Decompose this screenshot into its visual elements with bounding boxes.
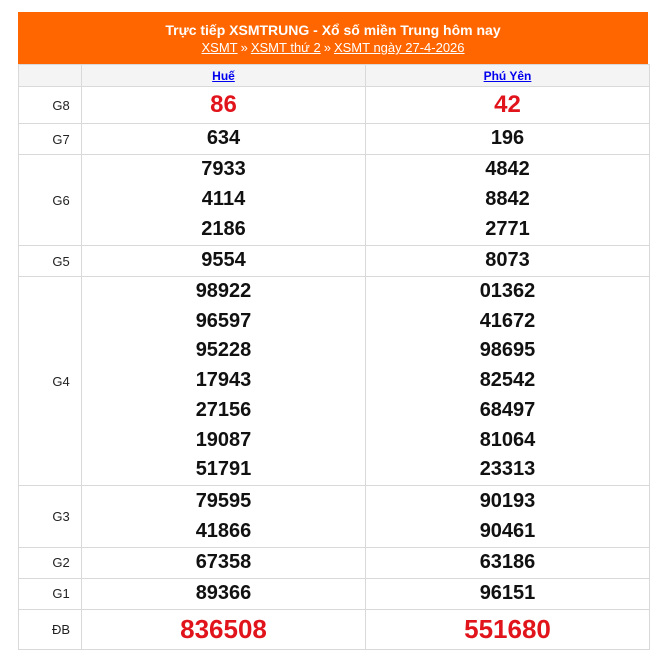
prize-number: 96597 <box>195 309 252 332</box>
prize-cell <box>82 609 366 649</box>
prize-number: 23313 <box>479 458 536 481</box>
prize-cell <box>366 486 650 548</box>
province-link-hue[interactable]: Huế <box>212 68 235 83</box>
prize-number: 4114 <box>201 188 246 211</box>
prize-cell <box>82 124 366 155</box>
prize-row-g5 <box>19 246 650 277</box>
prize-number: 63186 <box>479 551 536 573</box>
prize-number: 82542 <box>479 369 536 392</box>
prize-cell <box>82 277 366 486</box>
prize-number: 8073 <box>485 249 530 272</box>
prize-column-header <box>19 65 82 87</box>
prize-number: 196 <box>490 127 525 150</box>
prize-row-g1 <box>19 578 650 609</box>
prize-number: 17943 <box>195 369 252 392</box>
prize-number: 95228 <box>195 339 252 362</box>
prize-number: 7933 <box>201 158 246 181</box>
prize-number: 67358 <box>195 551 252 573</box>
prize-cell <box>82 246 366 277</box>
prize-number: 86 <box>210 91 237 119</box>
prize-cell <box>82 486 366 548</box>
prize-row-g7 <box>19 124 650 155</box>
prize-label: G7 <box>19 124 82 155</box>
prize-cell <box>366 578 650 609</box>
prize-cell <box>82 155 366 246</box>
prize-number: 27156 <box>195 398 252 421</box>
prize-cell <box>366 87 650 124</box>
province-header-hue <box>82 65 366 87</box>
breadcrumb-separator: » <box>240 40 248 55</box>
prize-number: 41672 <box>479 309 536 332</box>
breadcrumb-link-xsmt-date[interactable]: XSMT ngày 27-4-2026 <box>333 40 465 55</box>
prize-number: 96151 <box>479 581 536 604</box>
results-title: Trực tiếp XSMTRUNG - Xổ số miền Trung hôm nay <box>165 22 501 38</box>
prize-label: ĐB <box>19 609 82 649</box>
province-header-phu-yen <box>366 65 650 87</box>
prize-number: 81064 <box>479 428 536 451</box>
prize-row-special <box>19 609 650 649</box>
prize-row-g3 <box>19 486 650 548</box>
prize-number: 79595 <box>195 489 252 512</box>
prize-label: G2 <box>19 548 82 579</box>
prize-row-g6 <box>19 155 650 246</box>
prize-number: 98695 <box>479 339 536 362</box>
breadcrumb <box>18 39 648 56</box>
breadcrumb-link-xsmt-thu-2[interactable]: XSMT thứ 2 <box>250 40 321 55</box>
prize-label: G1 <box>19 578 82 609</box>
prize-label: G8 <box>19 87 82 124</box>
prize-number: 01362 <box>479 280 536 303</box>
breadcrumb-link-xsmt[interactable]: XSMT <box>201 40 238 55</box>
breadcrumb-separator: » <box>323 40 331 55</box>
prize-number: 9554 <box>201 249 246 272</box>
prize-cell <box>366 609 650 649</box>
province-header-row <box>19 65 650 87</box>
prize-row-g8 <box>19 87 650 124</box>
results-header <box>18 12 648 64</box>
prize-number: 4842 <box>485 158 530 181</box>
prize-label: G3 <box>19 486 82 548</box>
prize-row-g2 <box>19 548 650 579</box>
prize-number: 2771 <box>485 217 530 240</box>
province-link-phu-yen[interactable]: Phú Yên <box>483 68 532 83</box>
prize-cell <box>366 548 650 579</box>
prize-cell <box>366 277 650 486</box>
prize-number: 51791 <box>195 458 252 481</box>
prize-number: 2186 <box>201 217 246 240</box>
prize-number: 41866 <box>195 519 252 542</box>
prize-label: G4 <box>19 277 82 486</box>
prize-number: 90193 <box>479 489 536 512</box>
special-prize-number: 551680 <box>464 614 551 645</box>
prize-cell <box>366 155 650 246</box>
prize-label: G5 <box>19 246 82 277</box>
prize-number: 90461 <box>479 519 536 542</box>
results-panel <box>18 12 648 650</box>
prize-number: 42 <box>494 91 521 119</box>
prize-cell <box>82 548 366 579</box>
special-prize-number: 836508 <box>180 614 267 645</box>
prize-cell <box>82 578 366 609</box>
prize-number: 68497 <box>479 398 536 421</box>
prize-label: G6 <box>19 155 82 246</box>
results-table <box>18 64 650 650</box>
prize-number: 634 <box>206 127 241 150</box>
prize-row-g4 <box>19 277 650 486</box>
prize-cell <box>366 246 650 277</box>
prize-number: 89366 <box>195 581 252 604</box>
prize-number: 8842 <box>485 188 530 211</box>
prize-number: 19087 <box>195 428 252 451</box>
prize-number: 98922 <box>195 280 252 303</box>
prize-cell <box>366 124 650 155</box>
prize-cell <box>82 87 366 124</box>
